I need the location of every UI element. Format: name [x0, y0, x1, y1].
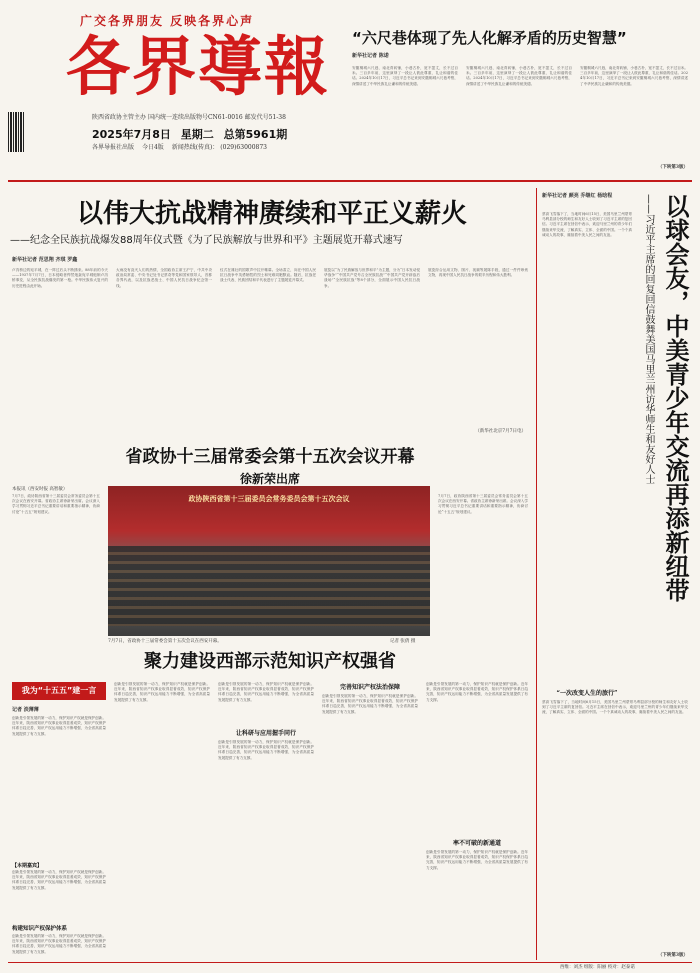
side-story-title: 以球会友，中美青少年交流再添新纽带 [661, 194, 689, 602]
masthead-bottom-line [92, 142, 337, 151]
ip-sub2: 完善知识产权法治保障 [339, 684, 400, 691]
masthead-hotline: (029)63000873 [220, 144, 267, 151]
masthead-weekday: 星期二 [180, 128, 214, 141]
ip-column-tag-label: 我为“十五五”建一言 [21, 686, 97, 695]
ip-editors: 【本期嘉宾】 [12, 863, 43, 869]
ip-column-tag [12, 682, 106, 700]
ip-sub1: 让科研与应用握手同行 [235, 730, 296, 737]
top-story-body-3: 安徽桐城六尺巷，南北青砖铺，小巷古朴，宽不盈丈，长不过百米。三百多年前，这里演绎了一段让人彼此尊重、礼让和谐的佳话。2024年10月17日，习近平总书记来到安徽桐城六尺巷考察，深情讲述了中华民族礼让谦和的传统美德。 [580, 66, 688, 86]
cppcc-byline: 本报讯（西安时报 高智敏） [12, 487, 68, 492]
cppcc-banner: 政协陕西省第十三届委员会常务委员会第十五次会议 [188, 494, 350, 503]
footer-credits: 西维：刘杰 组版：阳丽 校对：赵泰诺 [560, 965, 635, 970]
masthead-issn: 国内统一连续出版物号CN61-0016 [147, 114, 243, 121]
masthead-title: 各界導報 [66, 30, 330, 105]
masthead-postal: 邮发代号51-38 [244, 114, 286, 121]
lead-story-col5: 展览综合运用文物、图片、视频等展陈手段，通过一件件珍贵文物，再现中国人民抗日战争的艰辛历程和伟大胜利。 [428, 268, 528, 278]
cppcc-story [10, 444, 530, 644]
ip-body-col3b: 创新是引领发展的第一动力，保护知识产权就是保护创新。近年来，陕西省知识产权事业取得显著成效，知识产权保护体系日趋完善，知识产权运用能力不断增强，为全省高质量发展提供了有力支撑。 [218, 740, 314, 760]
side-story-subtitle: ——习近平主席的回复回信鼓舞美国马里兰州访华师生和友好人士 [643, 194, 654, 484]
top-story-body-2: 安徽桐城六尺巷，南北青砖铺，小巷古朴，宽不盈丈，长不过百米。三百多年前，这里演绎了一段让人彼此尊重、礼让和谐的佳话。2024年10月17日，习近平总书记来到安徽桐城六尺巷考察，深情讲述了中华民族礼让谦和的传统美德。 [466, 66, 572, 86]
top-story [352, 26, 692, 174]
divider [8, 180, 692, 182]
cppcc-caption: 7月7日，省政协十三届常委会第十五次会议在西安开幕。 [108, 639, 222, 644]
cppcc-body-right: 7月7日，政协陕西省第十三届委员会常务委员会第十五次会议在西安开幕。省政协主席徐新荣出席。会议深入学习贯彻习近平总书记重要讲话和重要指示精神，协商讨论“十五五”规划建议。 [438, 494, 528, 514]
top-story-title: “六尺巷体现了先人化解矛盾的历史智慧” [352, 29, 627, 47]
side-story-byline: 新华社记者 颜亮 乔继红 杨晗程 [542, 193, 613, 199]
lead-story-subtitle: ——纪念全民族抗战爆发88周年仪式暨《为了民族解放与世界和平》主题展览开幕式速写 [10, 235, 403, 246]
side-divider [536, 188, 537, 960]
top-story-body-1: 安徽桐城六尺巷，南北青砖铺，小巷古朴，宽不盈丈，长不过百米。三百多年前，这里演绎了一段让人彼此尊重、礼让和谐的佳话。2024年10月17日，习近平总书记来到安徽桐城六尺巷考察，深情讲述了中华民族礼让谦和的传统美德。 [352, 66, 458, 86]
masthead-slogan: 广交各界朋友 反映各界心声 [80, 14, 255, 28]
lead-story-source: （新华社北京7月7日电） [475, 429, 526, 434]
side-story-body-2: 蔡高飞雪落下了，当地时间6月15日，美国马里兰州蒙哥马利县部分校的师生和友好人士收到了习近平主席的复回信。习近平主席在回信中表示，欢迎马里兰州的青少年们继续来华交流，了解真实、立体、全面的中国。一个个真诚动人的故事，赓续着中美人民之间的友谊。 [542, 700, 688, 715]
lead-story-byline: 新华社记者 范思翔 齐琪 罗鑫 [12, 257, 78, 263]
ip-editors-body: 创新是引领发展的第一动力，保护知识产权就是保护创新。近年来，陕西省知识产权事业取得显著成效，知识产权保护体系日趋完善，知识产权运用能力不断增强，为全省高质量发展提供了有力支撑。 [12, 870, 106, 890]
side-story-continued: （下转第3版） [657, 953, 688, 958]
masthead-pages: 今日4版 [141, 144, 164, 151]
ip-body-col2: 创新是引领发展的第一动力，保护知识产权就是保护创新。近年来，陕西省知识产权事业取得显著成效，知识产权保护体系日趋完善，知识产权运用能力不断增强，为全省高质量发展提供了有力支撑。 [114, 682, 210, 702]
cppcc-title: 省政协十三届常委会第十五次会议开幕 [125, 447, 415, 467]
masthead-meta [92, 113, 337, 122]
footer-divider [8, 962, 692, 963]
ip-story [10, 648, 530, 966]
masthead-date-line [92, 126, 337, 142]
cppcc-photo [108, 486, 430, 636]
lead-story-col1: 卢沟桥边的宛平城，在一阵过后头不断拂来。88年前的今天——1937年7月7日，日本侵略者悍然炮轰宛平城炮制卢沟桥事变，从全民族抗战爆发的第一枪。中华民族伟大复兴的历史进程由此开始。 [12, 268, 108, 288]
ip-body-col5: 创新是引领发展的第一动力，保护知识产权就是保护创新。近年来，陕西省知识产权事业取得显著成效，知识产权保护体系日趋完善，知识产权运用能力不断增强，为全省高质量发展提供了有力支撑。 [426, 682, 528, 702]
cppcc-body-left: 7月7日，政协陕西省第十三届委员会常务委员会第十五次会议在西安开幕。省政协主席徐新荣出席。会议深入学习贯彻习近平总书记重要讲话和重要指示精神，协商讨论“十五五”规划建议。 [12, 494, 100, 514]
masthead-date: 2025年7月8日 [92, 128, 171, 141]
ip-subhead: 构建知识产权保护体系 [12, 926, 68, 932]
barcode-icon [8, 112, 24, 152]
ip-body-col1: 创新是引领发展的第一动力，保护知识产权就是保护创新。近年来，陕西省知识产权事业取得显著成效，知识产权保护体系日趋完善，知识产权运用能力不断增强，为全省高质量发展提供了有力支撑。 [12, 716, 106, 736]
ip-title: 聚力建设西部示范知识产权强省 [144, 651, 396, 672]
top-story-byline: 新华社记者 陈诺 [352, 53, 389, 59]
ip-body-col3: 创新是引领发展的第一动力，保护知识产权就是保护创新。近年来，陕西省知识产权事业取得显著成效，知识产权保护体系日趋完善，知识产权运用能力不断增强，为全省高质量发展提供了有力支撑。 [218, 682, 314, 702]
cppcc-photo-rows [108, 546, 430, 626]
masthead-site: 各界导报社出版 [92, 144, 135, 151]
side-story [540, 188, 692, 968]
masthead-hotline-label: 新闻热线(传真)： [171, 144, 219, 151]
ip-body-col5b: 创新是引领发展的第一动力，保护知识产权就是保护创新。近年来，陕西省知识产权事业取得显著成效，知识产权保护体系日趋完善，知识产权运用能力不断增强，为全省高质量发展提供了有力支撑。 [426, 850, 528, 870]
masthead-sponsor: 陕西省政协主管主办 [92, 114, 147, 121]
ip-body-col1b: 创新是引领发展的第一动力，保护知识产权就是保护创新。近年来，陕西省知识产权事业取得显著成效，知识产权保护体系日趋完善，知识产权运用能力不断增强，为全省高质量发展提供了有力支撑。 [12, 934, 106, 954]
cppcc-photo-credit: 记者 张倩 摄 [390, 639, 416, 644]
masthead-issue: 总第5961期 [223, 128, 288, 141]
lead-story-col2: 大雨没有浇灭人们的热情，全国政协主席王沪宁，中共中央政治局常委、中央书记处书记蔡奇等党和国家领导人，首都各界代表，以及抗战老战士、中国人民抗日战争纪念馆一线。 [116, 268, 212, 288]
ip-sub3: 率不可破的新通道 [452, 840, 501, 847]
lead-story-title: 以伟大抗战精神赓续和平正义薪火 [76, 199, 467, 229]
ip-body-col4: 创新是引领发展的第一动力，保护知识产权就是保护创新。近年来，陕西省知识产权事业取得显著成效，知识产权保护体系日趋完善，知识产权运用能力不断增强，为全省高质量发展提供了有力支撑。 [322, 694, 418, 714]
lead-story-col4: 展览以“为了民族解放与世界和平”为主题，分为“日本发动侵华战争”“中国共产党号召全民族抗战”“中国共产党开辟敌后战场”“全民族抗战”等8个部分，全面展示中国人民抗日战争。 [324, 268, 420, 288]
top-story-continued: （下转第3版） [657, 165, 688, 170]
side-story-quote: “一次改变人生的旅行” [556, 690, 618, 697]
lead-story-col3: 仪式在雄壮的国歌声中拉开帷幕。全场肃立，向在中国人民抗日战争中英勇牺牲的烈士和死难同胞默哀。随后，抗战老战士代表、民族团结和平代表进行了主题展览开幕式。 [220, 268, 316, 283]
side-story-body: 蔡高飞雪落下了，当地时间6月15日，美国马里兰州蒙哥马利县部分校的师生和友好人士收到了习近平主席的复回信。习近平主席在回信中表示，欢迎马里兰州的青少年们继续来华交流，了解真实、立体、全面的中国。一个个真诚动人的故事，赓续着中美人民之间的友谊。 [542, 212, 632, 237]
ip-byline: 记者 淡薄薄 [12, 707, 39, 713]
lead-story [10, 188, 530, 438]
cppcc-subtitle: 徐新荣出席 [239, 472, 300, 486]
